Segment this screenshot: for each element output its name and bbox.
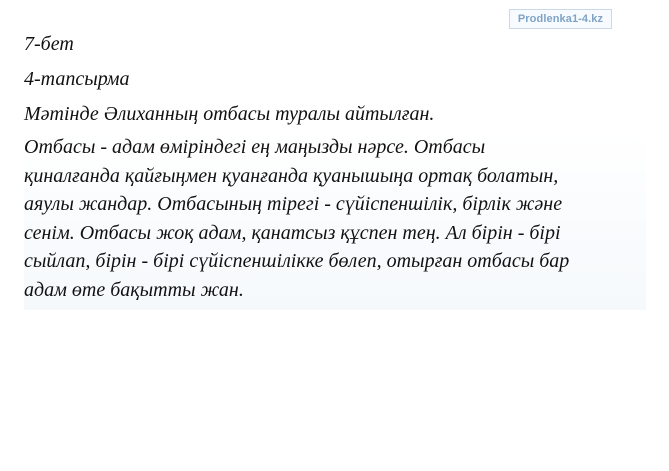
watermark-badge: Prodlenka1-4.kz [509,9,612,29]
document-content [24,30,646,310]
page-number-label: 7-бет [24,33,74,55]
intro-sentence: Мәтінде Әлиханның отбасы туралы айтылған. [24,103,435,125]
task-number-label: 4-тапсырма [24,68,130,90]
paragraph-line: сыйлап, бірін - бірі сүйіспеншілікке бөлеп, отырған отбасы бар [24,250,570,272]
paragraph-text [24,133,646,310]
paragraph-line: қиналғанда қайғыңмен қуанғанда қуанышыңа ортақ болатын, [24,164,559,187]
paragraph-line: адам өте бақытты жан. [24,278,244,301]
paragraph-line: сенім. Отбасы жоқ адам, қанатсыз құспен тең. Ал бірін - бірі [24,221,561,244]
paragraph-line: аяулы жандар. Отбасының тірегі - сүйіспеншілік, бірлік және [24,193,563,215]
paragraph-line: Отбасы - адам өміріндегі ең маңызды нәрсе. Отбасы [24,136,486,158]
